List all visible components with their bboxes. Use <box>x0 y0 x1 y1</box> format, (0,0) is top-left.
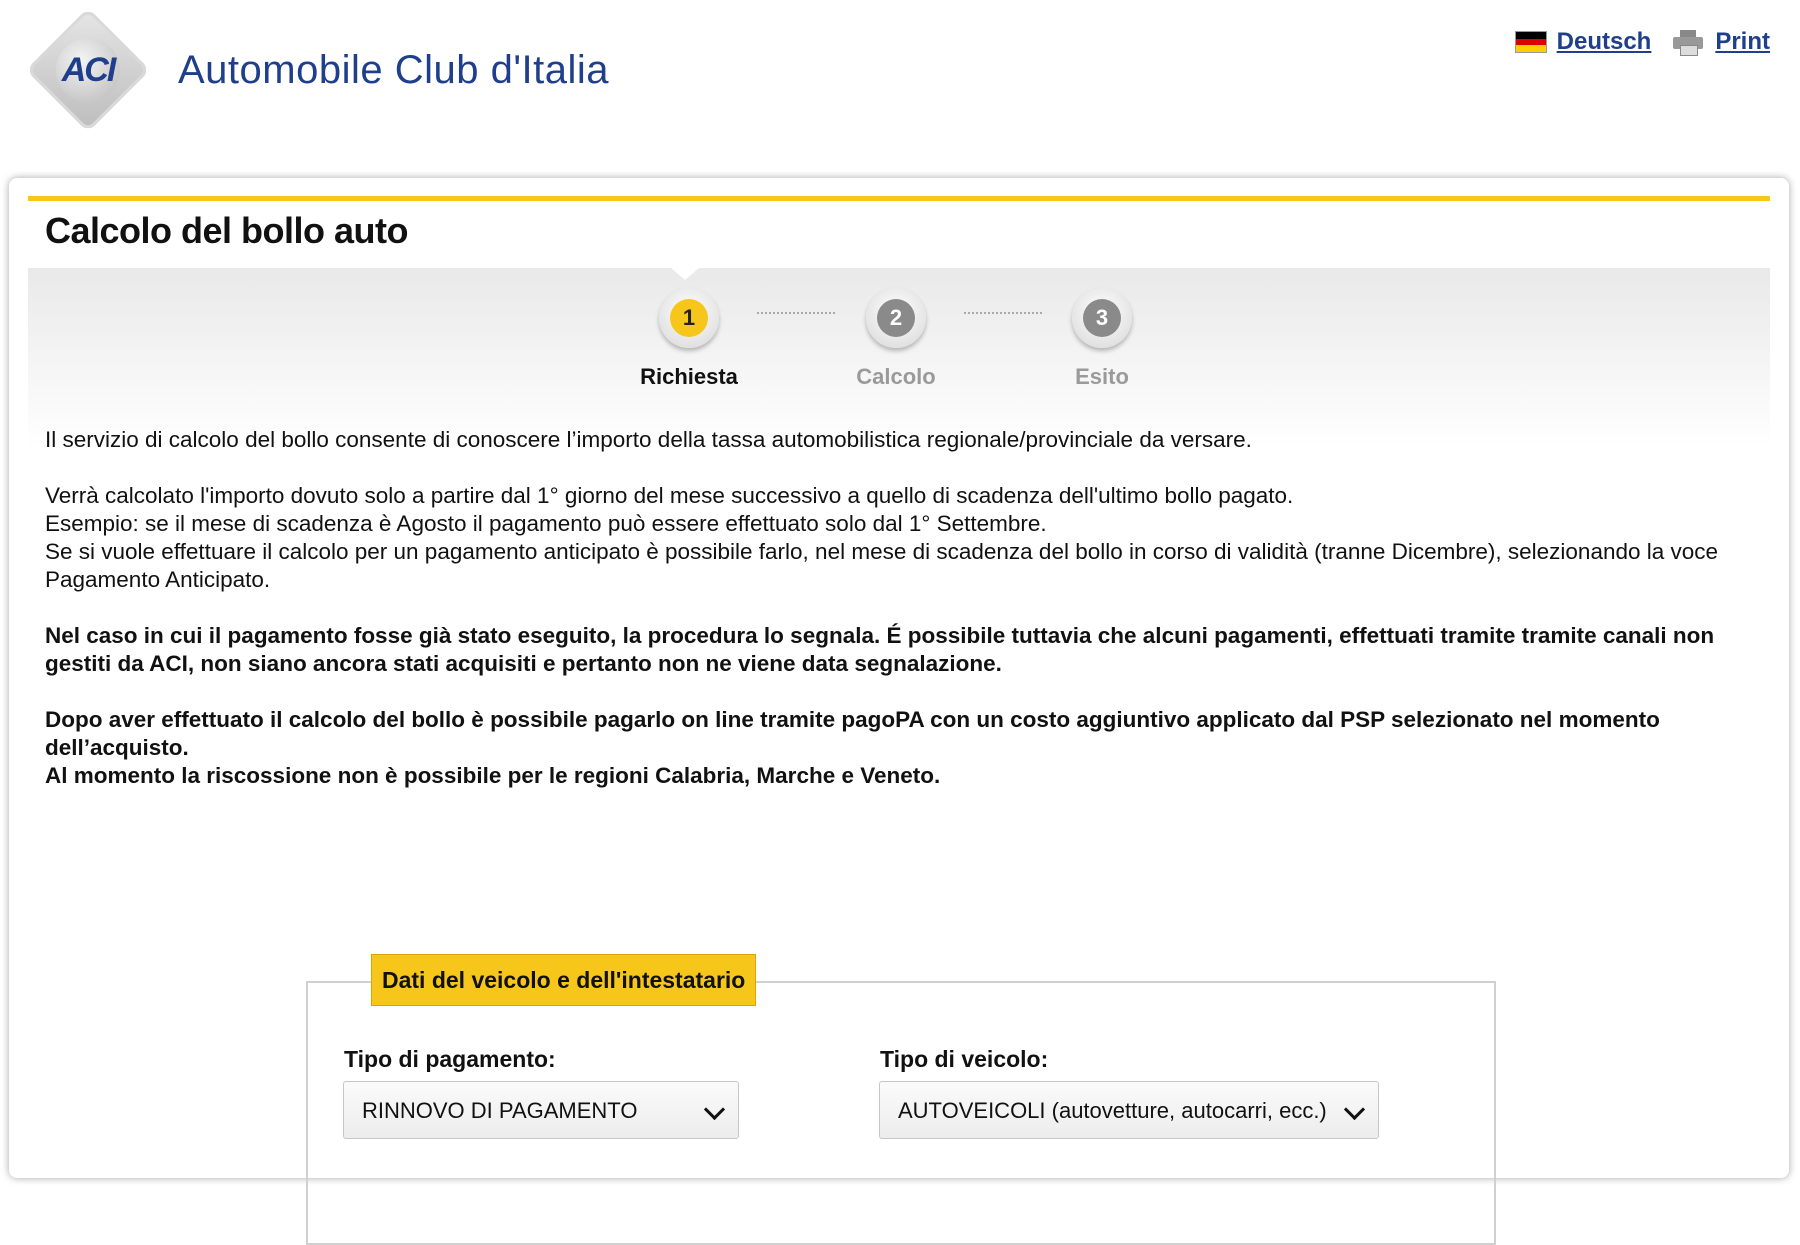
vehicle-type-value: AUTOVEICOLI (autovetture, autocarri, ecc.) <box>898 1098 1327 1123</box>
main-panel <box>9 178 1789 1178</box>
site-header <box>0 0 1800 170</box>
intro-text: Il servizio di calcolo del bollo consente di conoscere l’importo della tassa automobilistica regionale/provinciale da versare. <box>45 427 1252 452</box>
language-link[interactable]: Deutsch <box>1556 28 1652 55</box>
payment-type-select[interactable] <box>343 1081 739 1139</box>
step-connector <box>964 312 1042 314</box>
logo-mark: ACI <box>56 38 120 102</box>
printer-icon[interactable] <box>1673 30 1703 54</box>
info-content <box>45 426 1765 818</box>
step-richiesta <box>619 288 759 390</box>
step-number: 3 <box>1083 299 1121 337</box>
payment-type-value: RINNOVO DI PAGAMENTO <box>362 1098 638 1123</box>
step-esito <box>1032 288 1172 390</box>
step-circle <box>1072 288 1132 348</box>
vehicle-type-select[interactable] <box>879 1081 1379 1139</box>
rules-text <box>45 482 1765 594</box>
page-title: Calcolo del bollo auto <box>45 210 409 251</box>
logo-text: Automobile Club d'Italia <box>178 47 609 92</box>
aci-logo-badge <box>26 8 150 132</box>
step-connector <box>757 312 835 314</box>
step-label: Calcolo <box>856 364 936 389</box>
step-number: 2 <box>877 299 915 337</box>
step-number: 1 <box>670 299 708 337</box>
pagopa-line: Dopo aver effettuato il calcolo del bollo è possibile pagarlo on line tramite pagoPA con un costo aggiuntivo applicato dal PSP selezionato nel momento dell’acquisto. <box>45 707 1660 760</box>
header-links <box>1515 28 1770 56</box>
german-flag-icon <box>1515 31 1547 53</box>
steps-notch <box>671 268 699 280</box>
region-line: Al momento la riscossione non è possibile per le regioni Calabria, Marche e Veneto. <box>45 763 941 788</box>
print-link[interactable]: Print <box>1715 28 1770 55</box>
vehicle-type-label: Tipo di veicolo: <box>880 1046 1049 1072</box>
step-label: Esito <box>1075 364 1129 389</box>
fieldset-legend: Dati del veicolo e dell'intestatario <box>371 954 756 1006</box>
payment-notice: Nel caso in cui il pagamento fosse già stato eseguito, la procedura lo segnala. É possibile tuttavia che alcuni pagamenti, effettuati tramite tramite canali non gestiti da ACI, non siano ancora stati acquisiti e pertanto non ne viene data segnalazione. <box>45 623 1715 676</box>
step-label: Richiesta <box>640 364 738 389</box>
step-circle <box>866 288 926 348</box>
rule-line: Esempio: se il mese di scadenza è Agosto il pagamento può essere effettuato solo dal 1° Settembre. <box>45 511 1047 536</box>
pagopa-notice <box>45 706 1765 790</box>
chevron-down-icon <box>704 1099 725 1120</box>
step-calcolo <box>826 288 966 390</box>
step-circle <box>659 288 719 348</box>
chevron-down-icon <box>1344 1099 1365 1120</box>
accent-bar <box>28 196 1770 201</box>
aci-logo[interactable] <box>26 8 609 132</box>
rule-line: Verrà calcolato l'importo dovuto solo a partire dal 1° giorno del mese successivo a quello di scadenza dell'ultimo bollo pagato. <box>45 483 1294 508</box>
payment-type-label: Tipo di pagamento: <box>344 1046 556 1072</box>
rule-line: Se si vuole effettuare il calcolo per un pagamento anticipato è possibile farlo, nel mese di scadenza del bollo in corso di validità (tranne Dicembre), selezionando la voce Pagamento Anticipato. <box>45 539 1719 592</box>
